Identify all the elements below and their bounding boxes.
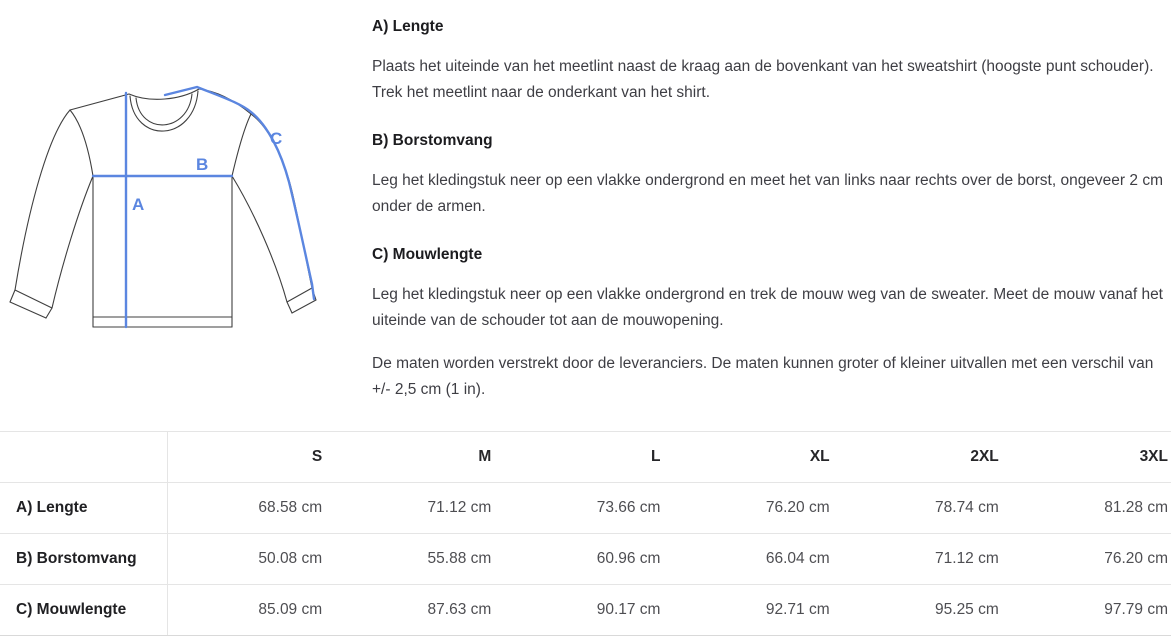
size-column-header-l: L [505,432,674,483]
row-label-borstomvang: B) Borstomvang [0,534,167,585]
cell-mouwlengte-s: 85.09 cm [167,585,336,636]
size-column-header-2xl: 2XL [844,432,1013,483]
sweatshirt-measurement-diagram [0,50,340,350]
cell-borstomvang-xl: 66.04 cm [674,534,843,585]
cell-lengte-m: 71.12 cm [336,483,505,534]
section-b-body: Leg het kledingstuk neer op een vlakke ondergrond en meet het van links naar rechts over de borst, ongeveer 2 cm onder de armen. [372,172,1163,215]
cell-lengte-l: 73.66 cm [505,483,674,534]
cell-lengte-2xl: 78.74 cm [844,483,1013,534]
cell-borstomvang-m: 55.88 cm [336,534,505,585]
size-table-corner-cell [0,432,167,483]
size-column-header-s: S [167,432,336,483]
size-column-header-m: M [336,432,505,483]
cell-borstomvang-l: 60.96 cm [505,534,674,585]
cell-mouwlengte-xl: 92.71 cm [674,585,843,636]
measure-label-a: A [132,195,145,214]
cell-mouwlengte-3xl: 97.79 cm [1013,585,1171,636]
sweatshirt-outline [10,89,316,327]
row-label-lengte: A) Lengte [0,483,167,534]
measure-label-b: B [196,155,209,174]
cell-mouwlengte-2xl: 95.25 cm [844,585,1013,636]
table-row-lengte [0,483,1171,534]
cell-mouwlengte-l: 90.17 cm [505,585,674,636]
table-row-borstomvang [0,534,1171,585]
table-row-mouwlengte [0,585,1171,636]
cell-lengte-3xl: 81.28 cm [1013,483,1171,534]
section-a-heading: A) Lengte [372,18,444,35]
section-a-body: Plaats het uiteinde van het meetlint naast de kraag aan de bovenkant van het sweatshirt (hoogste punt schouder). Trek het meetlint naar de onderkant van het shirt. [372,58,1154,101]
size-table [0,431,1171,636]
cell-borstomvang-2xl: 71.12 cm [844,534,1013,585]
measure-label-c: C [270,129,283,148]
section-c-body: Leg het kledingstuk neer op een vlakke ondergrond en trek de mouw weg van de sweater. Meet de mouw vanaf het uiteinde van de schouder tot aan de mouwopening. [372,286,1163,329]
cell-mouwlengte-m: 87.63 cm [336,585,505,636]
size-table-header-row [0,432,1171,483]
cell-borstomvang-s: 50.08 cm [167,534,336,585]
size-table-container [0,431,1171,636]
cell-lengte-s: 68.58 cm [167,483,336,534]
measurement-instructions [372,0,1164,403]
size-disclaimer: De maten worden verstrekt door de leveranciers. De maten kunnen groter of kleiner uitvallen met een verschil van +/- 2,5 cm (1 in). [372,355,1154,398]
row-label-mouwlengte: C) Mouwlengte [0,585,167,636]
section-b-heading: B) Borstomvang [372,132,493,149]
sweatshirt-diagram-icon [0,50,340,350]
size-column-header-3xl: 3XL [1013,432,1171,483]
section-c-heading: C) Mouwlengte [372,246,483,263]
cell-borstomvang-3xl: 76.20 cm [1013,534,1171,585]
cell-lengte-xl: 76.20 cm [674,483,843,534]
size-column-header-xl: XL [674,432,843,483]
